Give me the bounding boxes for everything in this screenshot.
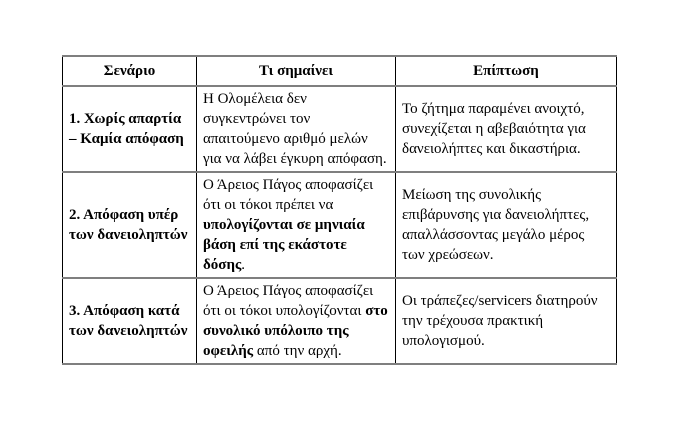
table-row-3 xyxy=(63,278,617,364)
column-header-scenario: Σενάριο xyxy=(63,56,197,86)
scenario-cell-1: 1. Χωρίς απαρτία – Καμία απόφαση xyxy=(63,86,197,172)
column-header-meaning: Τι σημαίνει xyxy=(197,56,396,86)
header-row xyxy=(63,56,617,86)
impact-cell-2: Μείωση της συνολικής επιβάρυνσης για δανειολήπτες, απαλλάσσοντας μεγάλο μέρος των χρεώσεων. xyxy=(396,172,617,278)
scenario-cell-3: 3. Απόφαση κατά των δανειοληπτών xyxy=(63,278,197,364)
meaning-cell-2: Ο Άρειος Πάγος αποφασίζει ότι οι τόκοι πρέπει να υπολογίζονται σε μηνιαία βάση επί της εκάστοτε δόσης. xyxy=(197,172,396,278)
table-row-2 xyxy=(63,172,617,278)
scenario-cell-2: 2. Απόφαση υπέρ των δανειοληπτών xyxy=(63,172,197,278)
meaning-cell-3: Ο Άρειος Πάγος αποφασίζει ότι οι τόκοι υπολογίζονται στο συνολικό υπόλοιπο της οφειλής από την αρχή. xyxy=(197,278,396,364)
impact-cell-3: Οι τράπεζες/servicers διατηρούν την τρέχουσα πρακτική υπολογισμού. xyxy=(396,278,617,364)
meaning-cell-1: Η Ολομέλεια δεν συγκεντρώνει τον απαιτούμενο αριθμό μελών για να λάβει έγκυρη απόφαση. xyxy=(197,86,396,172)
impact-cell-1: Το ζήτημα παραμένει ανοιχτό, συνεχίζεται η αβεβαιότητα για δανειολήπτες και δικαστήρια. xyxy=(396,86,617,172)
scenarios-table xyxy=(62,55,617,365)
column-header-impact: Επίπτωση xyxy=(396,56,617,86)
table-row-1 xyxy=(63,86,617,172)
